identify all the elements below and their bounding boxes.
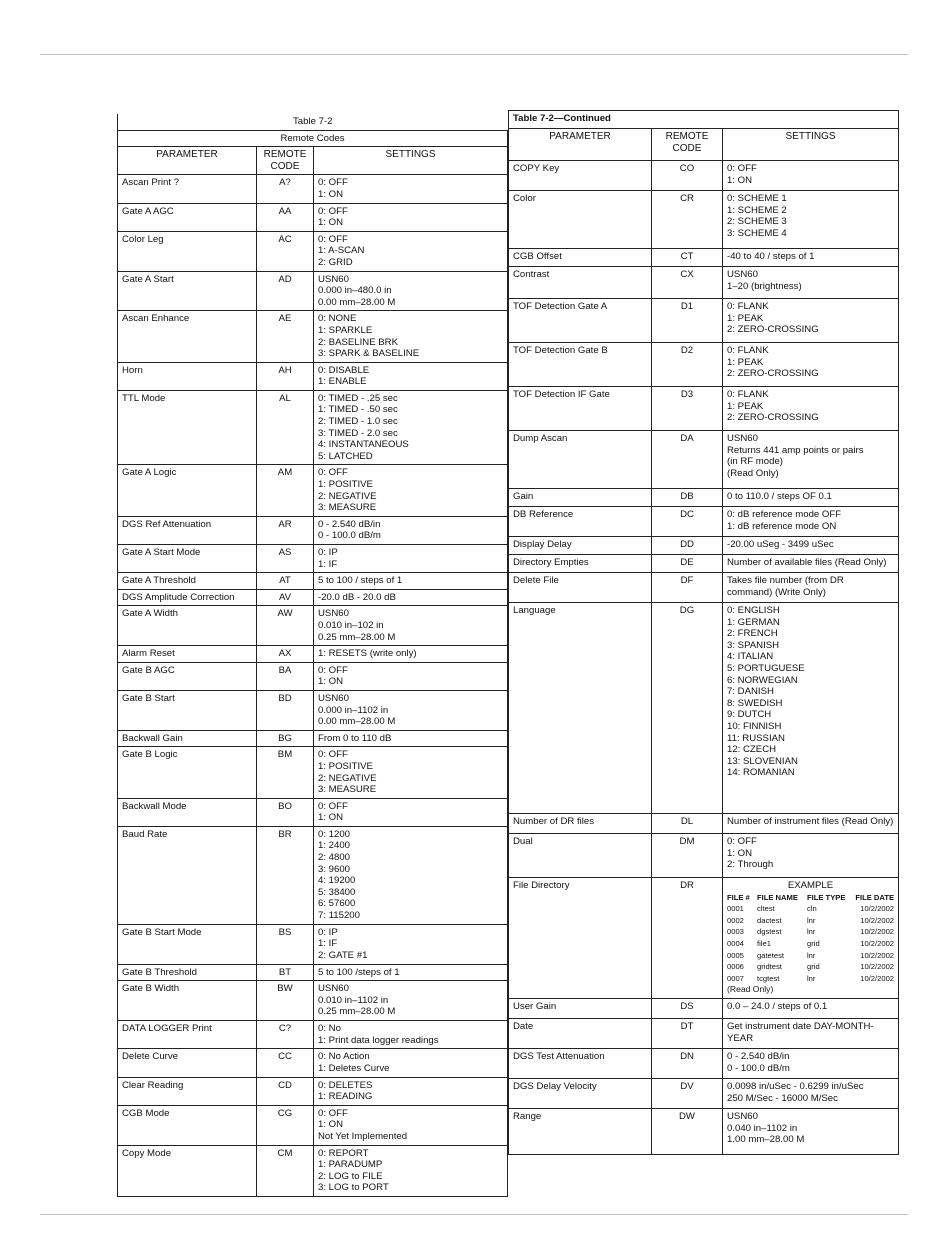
parameter-cell: CGB Mode: [118, 1105, 257, 1145]
remote-code-cell: A?: [257, 175, 314, 203]
remote-code-cell: DS: [652, 998, 723, 1018]
remote-code-cell: CR: [652, 191, 723, 249]
table-row: [509, 387, 899, 431]
settings-cell: 5 to 100 /steps of 1: [314, 964, 508, 981]
file-directory-entry: lnr: [807, 915, 816, 925]
settings-cell: USN60 0.040 in–1102 in 1.00 mm–28.00 M: [723, 1108, 899, 1154]
remote-code-cell: AR: [257, 516, 314, 544]
file-directory-entry: grid: [807, 938, 820, 948]
parameter-cell: Gate A Start: [118, 271, 257, 311]
table-row: [509, 507, 899, 537]
settings-cell: Number of instrument files (Read Only): [723, 814, 899, 834]
table-row: [509, 161, 899, 191]
file-directory-entry: 10/2/2002: [860, 904, 895, 914]
table-row: [118, 545, 508, 573]
table-row: [509, 343, 899, 387]
parameter-cell: Alarm Reset: [118, 646, 257, 663]
parameter-cell: Dump Ascan: [509, 431, 652, 489]
parameter-cell: Language: [509, 603, 652, 814]
remote-code-cell: DN: [652, 1048, 723, 1078]
table-row: [509, 555, 899, 573]
file-directory-entry: lnr: [807, 973, 816, 983]
settings-cell: 0: IP 1: IF 2: GATE #1: [314, 924, 508, 964]
table-row: [118, 747, 508, 798]
settings-cell: -20.00 uSeg - 3499 uSec: [723, 537, 899, 555]
parameter-cell: Copy Mode: [118, 1145, 257, 1196]
file-directory-entry: cltest: [757, 904, 775, 914]
parameter-cell: Delete Curve: [118, 1049, 257, 1077]
parameter-cell: Display Delay: [509, 537, 652, 555]
parameter-cell: Date: [509, 1018, 652, 1048]
settings-cell: 0: OFF 1: POSITIVE 2: NEGATIVE 3: MEASURE: [314, 747, 508, 798]
table-row: [118, 798, 508, 826]
file-directory-entry: 0002: [727, 915, 744, 925]
table-row: [118, 311, 508, 362]
table-row: [118, 1077, 508, 1105]
table-row: [509, 573, 899, 603]
remote-code-cell: AC: [257, 231, 314, 271]
parameter-cell: Gate A Start Mode: [118, 545, 257, 573]
parameter-cell: Dual: [509, 834, 652, 878]
table-subtitle: Remote Codes: [118, 130, 508, 147]
settings-cell: 0: DELETES 1: READING: [314, 1077, 508, 1105]
file-directory-header: FILE #: [727, 892, 750, 902]
table-row: [118, 690, 508, 730]
file-directory-example-title: EXAMPLE: [787, 880, 834, 891]
settings-cell: 0: OFF 1: ON: [314, 175, 508, 203]
parameter-cell: Baud Rate: [118, 826, 257, 924]
file-directory-entry: 0003: [727, 927, 744, 937]
table-row: [509, 537, 899, 555]
table-row: [509, 1108, 899, 1154]
file-directory-entry: 10/2/2002: [860, 915, 895, 925]
table-row: [118, 662, 508, 690]
table-row: [118, 1049, 508, 1077]
parameter-cell: DGS Ref Attenuation: [118, 516, 257, 544]
parameter-cell: Gain: [509, 489, 652, 507]
settings-cell: 0: 1200 1: 2400 2: 4800 3: 9600 4: 19200 5: 38400 6: 57600 7: 115200: [314, 826, 508, 924]
remote-code-cell: DF: [652, 573, 723, 603]
file-directory-entry: file1: [757, 938, 771, 948]
header-remote-code: REMOTE CODE: [652, 129, 723, 161]
settings-cell: 0: TIMED - .25 sec 1: TIMED - .50 sec 2: TIMED - 1.0 sec 3: TIMED - 2.0 sec 4: INSTANTANEOUS 5: LATCHED: [314, 390, 508, 465]
table-row: [509, 249, 899, 267]
remote-code-cell: CM: [257, 1145, 314, 1196]
parameter-cell: Horn: [118, 362, 257, 390]
settings-cell: 0: FLANK 1: PEAK 2: ZERO-CROSSING: [723, 299, 899, 343]
remote-code-cell: DL: [652, 814, 723, 834]
file-directory-entry: 0001: [727, 904, 744, 914]
parameter-cell: Clear Reading: [118, 1077, 257, 1105]
table-row: [118, 646, 508, 663]
remote-code-cell: AV: [257, 589, 314, 606]
file-directory-header: FILE TYPE: [807, 892, 846, 902]
table-row: [118, 981, 508, 1021]
parameter-cell: Delete File: [509, 573, 652, 603]
settings-cell: [723, 878, 899, 999]
header-remote-code: REMOTE CODE: [257, 147, 314, 175]
file-directory-entry: 10/2/2002: [860, 938, 895, 948]
table-row: [118, 589, 508, 606]
table-row: [118, 964, 508, 981]
parameter-cell: Color Leg: [118, 231, 257, 271]
remote-code-cell: DV: [652, 1078, 723, 1108]
remote-code-cell: BW: [257, 981, 314, 1021]
settings-cell: 0: FLANK 1: PEAK 2: ZERO-CROSSING: [723, 387, 899, 431]
parameter-cell: Gate B Threshold: [118, 964, 257, 981]
remote-code-cell: CO: [652, 161, 723, 191]
remote-code-cell: BR: [257, 826, 314, 924]
settings-cell: 0: OFF 1: POSITIVE 2: NEGATIVE 3: MEASURE: [314, 465, 508, 516]
table-row: [509, 1048, 899, 1078]
settings-cell: -40 to 40 / steps of 1: [723, 249, 899, 267]
settings-cell: Takes file number (from DR command) (Write Only): [723, 573, 899, 603]
parameter-cell: Backwall Mode: [118, 798, 257, 826]
remote-code-cell: BO: [257, 798, 314, 826]
remote-code-cell: AA: [257, 203, 314, 231]
settings-cell: Get instrument date DAY-MONTH- YEAR: [723, 1018, 899, 1048]
parameter-cell: TOF Detection Gate B: [509, 343, 652, 387]
remote-code-cell: AD: [257, 271, 314, 311]
table-row: [509, 998, 899, 1018]
parameter-cell: Backwall Gain: [118, 730, 257, 747]
parameter-cell: Directory Empties: [509, 555, 652, 573]
table-row: [509, 834, 899, 878]
file-directory-entry: cln: [807, 904, 817, 914]
settings-cell: USN60 0.010 in–102 in 0.25 mm–28.00 M: [314, 606, 508, 646]
settings-cell: 0: OFF 1: ON: [723, 161, 899, 191]
remote-code-cell: AS: [257, 545, 314, 573]
settings-cell: 0: OFF 1: ON Not Yet Implemented: [314, 1105, 508, 1145]
settings-cell: USN60 Returns 441 amp points or pairs (in RF mode) (Read Only): [723, 431, 899, 489]
table-row: [509, 814, 899, 834]
table-row: [118, 730, 508, 747]
settings-cell: 0: OFF 1: ON 2: Through: [723, 834, 899, 878]
file-directory-example-grid: [727, 892, 894, 985]
remote-code-cell: DR: [652, 878, 723, 999]
remote-code-cell: DB: [652, 489, 723, 507]
file-directory-entry: dactest: [757, 915, 782, 925]
settings-cell: 0 - 2.540 dB/in 0 - 100.0 dB/m: [314, 516, 508, 544]
parameter-cell: DGS Test Attenuation: [509, 1048, 652, 1078]
settings-cell: Number of available files (Read Only): [723, 555, 899, 573]
bottom-rule: [40, 1214, 908, 1215]
settings-cell: 0: IP 1: IF: [314, 545, 508, 573]
settings-cell: USN60 0.010 in–1102 in 0.25 mm–28.00 M: [314, 981, 508, 1021]
file-directory-header: FILE DATE: [855, 892, 895, 902]
remote-code-cell: AM: [257, 465, 314, 516]
file-directory-header: FILE NAME: [757, 892, 798, 902]
settings-cell: -20.0 dB - 20.0 dB: [314, 589, 508, 606]
remote-code-cell: AX: [257, 646, 314, 663]
file-directory-entry: gridtest: [757, 962, 782, 972]
file-directory-entry: 0007: [727, 973, 744, 983]
header-settings: SETTINGS: [314, 147, 508, 175]
remote-code-cell: CC: [257, 1049, 314, 1077]
parameter-cell: Contrast: [509, 267, 652, 299]
settings-cell: 0.0098 in/uSec - 0.6299 in/uSec 250 M/Sec - 16000 M/Sec: [723, 1078, 899, 1108]
parameter-cell: Gate A AGC: [118, 203, 257, 231]
file-directory-entry: 10/2/2002: [860, 962, 895, 972]
table-row: [118, 362, 508, 390]
file-directory-entry: gatetest: [757, 950, 785, 960]
table-row: [118, 203, 508, 231]
settings-cell: 0: DISABLE 1: ENABLE: [314, 362, 508, 390]
remote-code-cell: D3: [652, 387, 723, 431]
file-directory-entry: 0005: [727, 950, 744, 960]
table-row: [118, 1105, 508, 1145]
parameter-cell: TOF Detection IF Gate: [509, 387, 652, 431]
parameter-cell: Ascan Enhance: [118, 311, 257, 362]
table-row: [509, 191, 899, 249]
parameter-cell: Gate B Width: [118, 981, 257, 1021]
settings-cell: 0: SCHEME 1 1: SCHEME 2 2: SCHEME 3 3: SCHEME 4: [723, 191, 899, 249]
remote-codes-table-continued: [508, 110, 899, 1155]
table-row: [118, 271, 508, 311]
remote-code-cell: CG: [257, 1105, 314, 1145]
settings-cell: 0: OFF 1: ON: [314, 798, 508, 826]
settings-cell: 0: OFF 1: ON: [314, 662, 508, 690]
table-row: [118, 465, 508, 516]
parameter-cell: Gate B Logic: [118, 747, 257, 798]
remote-code-cell: CT: [652, 249, 723, 267]
remote-code-cell: D2: [652, 343, 723, 387]
top-rule: [40, 54, 908, 55]
header-parameter: PARAMETER: [118, 147, 257, 175]
parameter-cell: TOF Detection Gate A: [509, 299, 652, 343]
remote-code-cell: DE: [652, 555, 723, 573]
remote-code-cell: CX: [652, 267, 723, 299]
table-row: [118, 573, 508, 590]
table-row: [118, 390, 508, 465]
remote-code-cell: DA: [652, 431, 723, 489]
table-row: [509, 878, 899, 999]
header-parameter: PARAMETER: [509, 129, 652, 161]
parameter-cell: COPY Key: [509, 161, 652, 191]
settings-cell: 0: NONE 1: SPARKLE 2: BASELINE BRK 3: SPARK & BASELINE: [314, 311, 508, 362]
table-title: Table 7-2: [118, 114, 508, 130]
settings-cell: USN60 0.000 in–1102 in 0.00 mm–28.00 M: [314, 690, 508, 730]
remote-code-cell: DC: [652, 507, 723, 537]
table-row: [509, 489, 899, 507]
file-directory-entry: lnr: [807, 950, 816, 960]
remote-code-cell: BS: [257, 924, 314, 964]
remote-code-cell: DG: [652, 603, 723, 814]
settings-cell: From 0 to 110 dB: [314, 730, 508, 747]
parameter-cell: Number of DR files: [509, 814, 652, 834]
remote-code-cell: AE: [257, 311, 314, 362]
parameter-cell: Color: [509, 191, 652, 249]
remote-codes-table: [117, 114, 508, 1197]
parameter-cell: User Gain: [509, 998, 652, 1018]
table-row: [118, 1021, 508, 1049]
settings-cell: 1: RESETS (write only): [314, 646, 508, 663]
settings-cell: 0: dB reference mode OFF 1: dB reference mode ON: [723, 507, 899, 537]
settings-cell: 0 - 2.540 dB/in 0 - 100.0 dB/m: [723, 1048, 899, 1078]
table-row: [509, 1078, 899, 1108]
file-directory-note: (Read Only): [727, 984, 774, 995]
remote-code-cell: D1: [652, 299, 723, 343]
remote-code-cell: CD: [257, 1077, 314, 1105]
remote-code-cell: BA: [257, 662, 314, 690]
table-row: [509, 603, 899, 814]
parameter-cell: Ascan Print ?: [118, 175, 257, 203]
remote-code-cell: BT: [257, 964, 314, 981]
settings-cell: 0: FLANK 1: PEAK 2: ZERO-CROSSING: [723, 343, 899, 387]
parameter-cell: DATA LOGGER Print: [118, 1021, 257, 1049]
settings-cell: 0: REPORT 1: PARADUMP 2: LOG to FILE 3: LOG to PORT: [314, 1145, 508, 1196]
remote-code-cell: AH: [257, 362, 314, 390]
settings-cell: 0: No Action 1: Deletes Curve: [314, 1049, 508, 1077]
file-directory-entry: 0006: [727, 962, 744, 972]
parameter-cell: DGS Delay Velocity: [509, 1078, 652, 1108]
parameter-cell: DB Reference: [509, 507, 652, 537]
remote-code-cell: BG: [257, 730, 314, 747]
table-row: [509, 1018, 899, 1048]
remote-code-cell: DM: [652, 834, 723, 878]
settings-cell: 5 to 100 / steps of 1: [314, 573, 508, 590]
table-row: [118, 231, 508, 271]
remote-code-cell: AL: [257, 390, 314, 465]
settings-cell: 0: OFF 1: A-SCAN 2: GRID: [314, 231, 508, 271]
parameter-cell: Gate B Start: [118, 690, 257, 730]
table-row: [509, 431, 899, 489]
remote-code-cell: BD: [257, 690, 314, 730]
settings-cell: USN60 0.000 in–480.0 in 0.00 mm–28.00 M: [314, 271, 508, 311]
table-row: [118, 606, 508, 646]
table-row: [118, 924, 508, 964]
remote-code-cell: C?: [257, 1021, 314, 1049]
remote-code-cell: AT: [257, 573, 314, 590]
parameter-cell: File Directory: [509, 878, 652, 999]
settings-cell: USN60 1–20 (brightness): [723, 267, 899, 299]
file-directory-entry: 10/2/2002: [860, 927, 895, 937]
parameter-cell: CGB Offset: [509, 249, 652, 267]
parameter-cell: Gate A Logic: [118, 465, 257, 516]
table-row: [118, 516, 508, 544]
parameter-cell: DGS Amplitude Correction: [118, 589, 257, 606]
file-directory-entry: tcgtest: [757, 973, 780, 983]
settings-cell: 0: No 1: Print data logger readings: [314, 1021, 508, 1049]
remote-code-cell: DD: [652, 537, 723, 555]
file-directory-entry: 0004: [727, 938, 744, 948]
parameter-cell: Gate B Start Mode: [118, 924, 257, 964]
file-directory-entry: 10/2/2002: [860, 973, 895, 983]
table-row: [509, 267, 899, 299]
remote-code-cell: AW: [257, 606, 314, 646]
table-row: [118, 826, 508, 924]
table-row: [118, 1145, 508, 1196]
file-directory-entry: grid: [807, 962, 820, 972]
parameter-cell: TTL Mode: [118, 390, 257, 465]
parameter-cell: Gate A Threshold: [118, 573, 257, 590]
remote-code-cell: DW: [652, 1108, 723, 1154]
file-directory-entry: dgstest: [757, 927, 782, 937]
file-directory-entry: lnr: [807, 927, 816, 937]
header-settings: SETTINGS: [723, 129, 899, 161]
settings-cell: 0: ENGLISH 1: GERMAN 2: FRENCH 3: SPANISH 4: ITALIAN 5: PORTUGUESE 6: NORWEGIAN 7: DANISH 8: SWEDISH 9: DUTCH 10: FINNISH 11: RUSSIAN 12: CZECH 13: SLOVENIAN 14: ROMANIAN: [723, 603, 899, 814]
table-title: Table 7-2—Continued: [509, 111, 899, 129]
remote-code-cell: DT: [652, 1018, 723, 1048]
settings-cell: 0.0 – 24.0 / steps of 0.1: [723, 998, 899, 1018]
file-directory-entry: 10/2/2002: [860, 950, 895, 960]
table-row: [509, 299, 899, 343]
settings-cell: 0: OFF 1: ON: [314, 203, 508, 231]
parameter-cell: Gate B AGC: [118, 662, 257, 690]
settings-cell: 0 to 110.0 / steps OF 0.1: [723, 489, 899, 507]
remote-code-cell: BM: [257, 747, 314, 798]
table-row: [118, 175, 508, 203]
parameter-cell: Gate A Width: [118, 606, 257, 646]
parameter-cell: Range: [509, 1108, 652, 1154]
